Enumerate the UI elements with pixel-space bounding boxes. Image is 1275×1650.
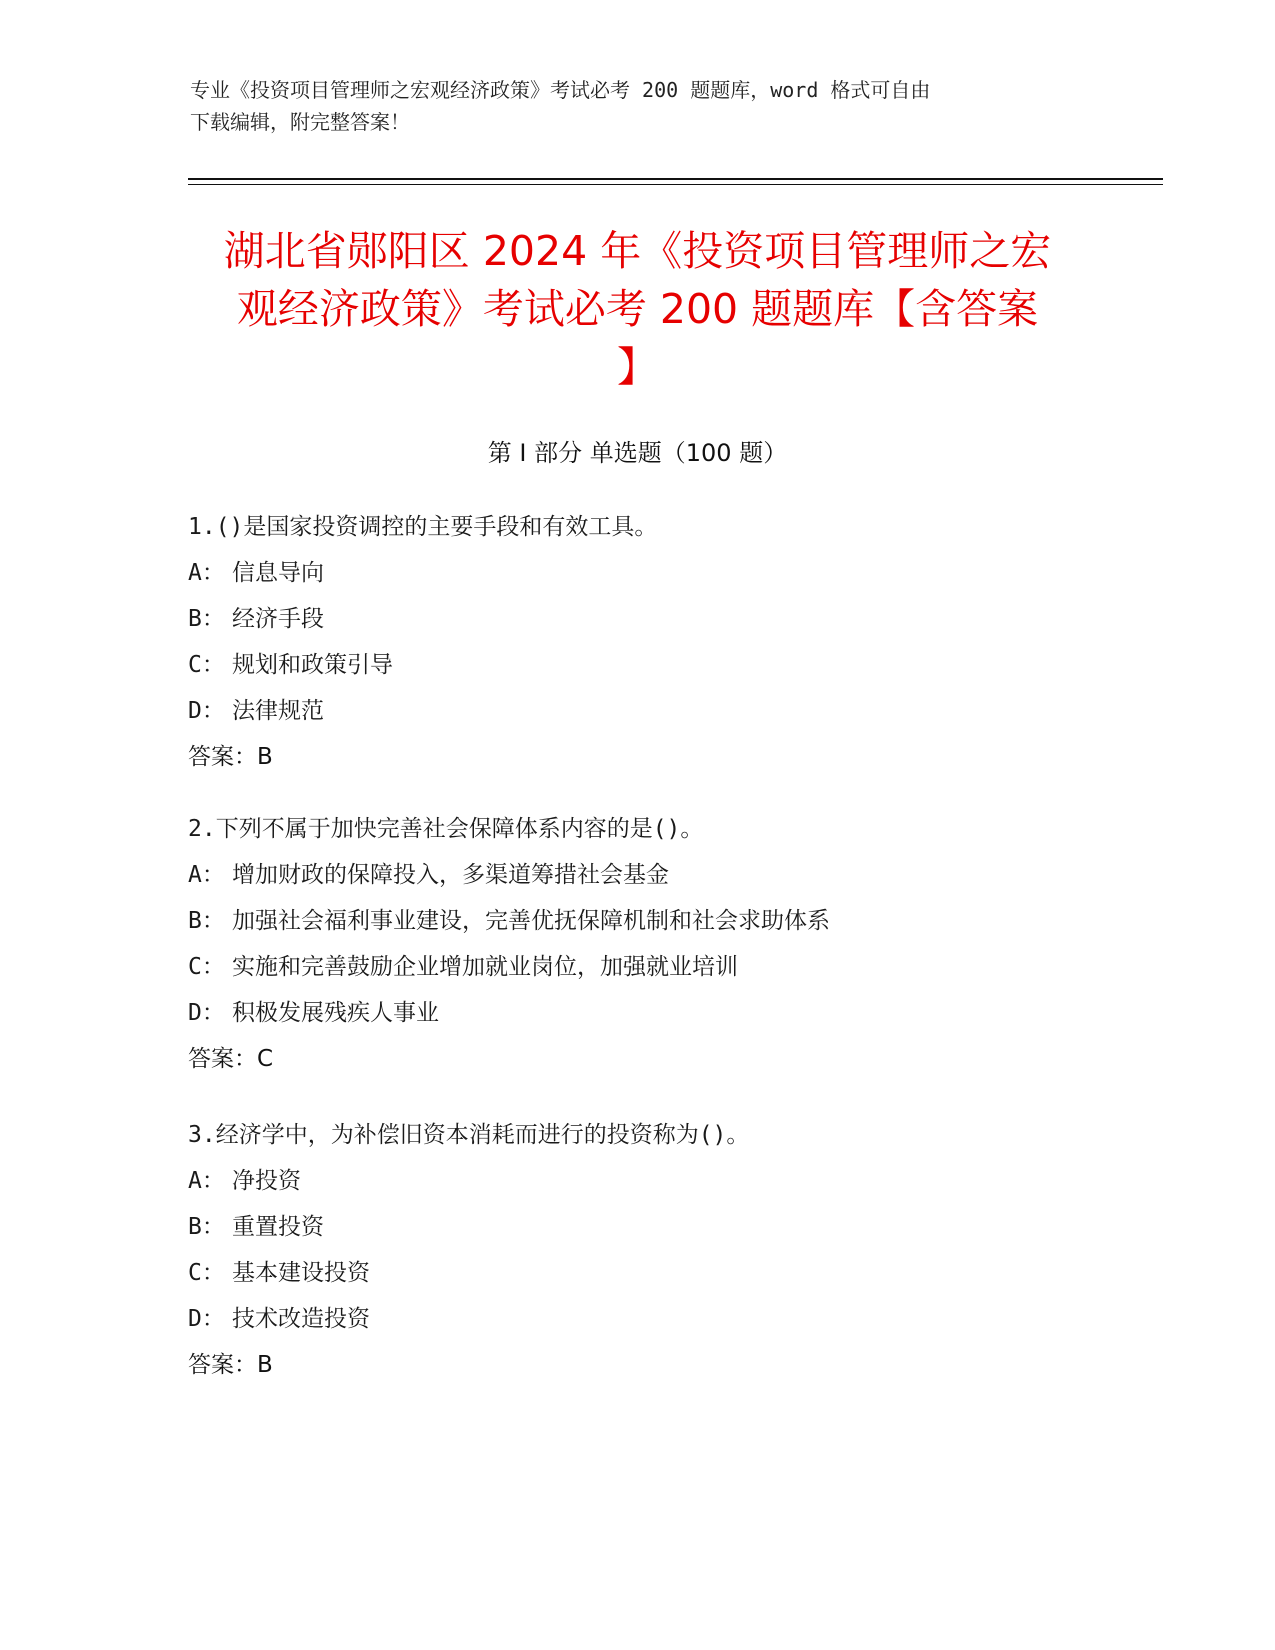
answer-key: 答案：B	[188, 1352, 273, 1378]
question-stem: 3.经济学中，为补偿旧资本消耗而进行的投资称为()。	[188, 1122, 750, 1148]
question-stem: 1.()是国家投资调控的主要手段和有效工具。	[188, 514, 658, 540]
option-letter: D：	[188, 698, 225, 724]
document-title-line-2: 观经济政策》考试必考 200 题题库【含答案	[236, 285, 1039, 333]
option-text: 经济手段	[232, 606, 324, 632]
option-text: 净投资	[232, 1168, 301, 1194]
option-c	[188, 642, 1138, 688]
option-b	[188, 898, 1138, 944]
option-d	[188, 1296, 1138, 1342]
option-letter: C：	[188, 954, 225, 980]
option-text: 增加财政的保障投入，多渠道筹措社会基金	[232, 862, 669, 888]
option-letter: B：	[188, 606, 225, 632]
question-2	[188, 806, 1138, 1082]
question-stem: 2.下列不属于加快完善社会保障体系内容的是()。	[188, 816, 704, 842]
option-letter: D：	[188, 1306, 225, 1332]
header-divider-thin	[188, 184, 1163, 185]
header-note-line-1: 专业《投资项目管理师之宏观经济政策》考试必考 200 题题库，word 格式可自由	[190, 78, 931, 102]
option-letter: C：	[188, 652, 225, 678]
option-text: 法律规范	[232, 698, 324, 724]
answer-key: 答案：C	[188, 1046, 274, 1072]
option-d	[188, 990, 1138, 1036]
option-letter: C：	[188, 1260, 225, 1286]
option-text: 重置投资	[232, 1214, 324, 1240]
option-letter: A：	[188, 560, 225, 586]
option-c	[188, 1250, 1138, 1296]
option-b	[188, 1204, 1138, 1250]
option-c	[188, 944, 1138, 990]
option-text: 信息导向	[232, 560, 324, 586]
option-d	[188, 688, 1138, 734]
option-letter: B：	[188, 908, 225, 934]
option-a	[188, 852, 1138, 898]
option-text: 加强社会福利事业建设，完善优抚保障机制和社会求助体系	[232, 908, 830, 934]
option-letter: D：	[188, 1000, 225, 1026]
option-a	[188, 1158, 1138, 1204]
option-letter: B：	[188, 1214, 225, 1240]
header-note	[190, 74, 1090, 138]
option-b	[188, 596, 1138, 642]
option-text: 规划和政策引导	[232, 652, 393, 678]
option-text: 实施和完善鼓励企业增加就业岗位，加强就业培训	[232, 954, 738, 980]
option-letter: A：	[188, 1168, 225, 1194]
document-title	[160, 222, 1115, 396]
document-title-line-3: 】	[617, 343, 658, 391]
answer-key: 答案：B	[188, 744, 273, 770]
option-text: 积极发展残疾人事业	[232, 1000, 439, 1026]
question-3	[188, 1112, 1138, 1388]
option-letter: A：	[188, 862, 225, 888]
document-title-line-1: 湖北省郧阳区 2024 年《投资项目管理师之宏	[223, 227, 1052, 275]
option-text: 技术改造投资	[232, 1306, 370, 1332]
option-a	[188, 550, 1138, 596]
header-divider-thick	[188, 178, 1163, 180]
section-heading: 第 I 部分 单选题（100 题）	[487, 439, 788, 467]
header-note-line-2: 下载编辑，附完整答案！	[190, 110, 410, 134]
question-1	[188, 504, 1138, 780]
option-text: 基本建设投资	[232, 1260, 370, 1286]
